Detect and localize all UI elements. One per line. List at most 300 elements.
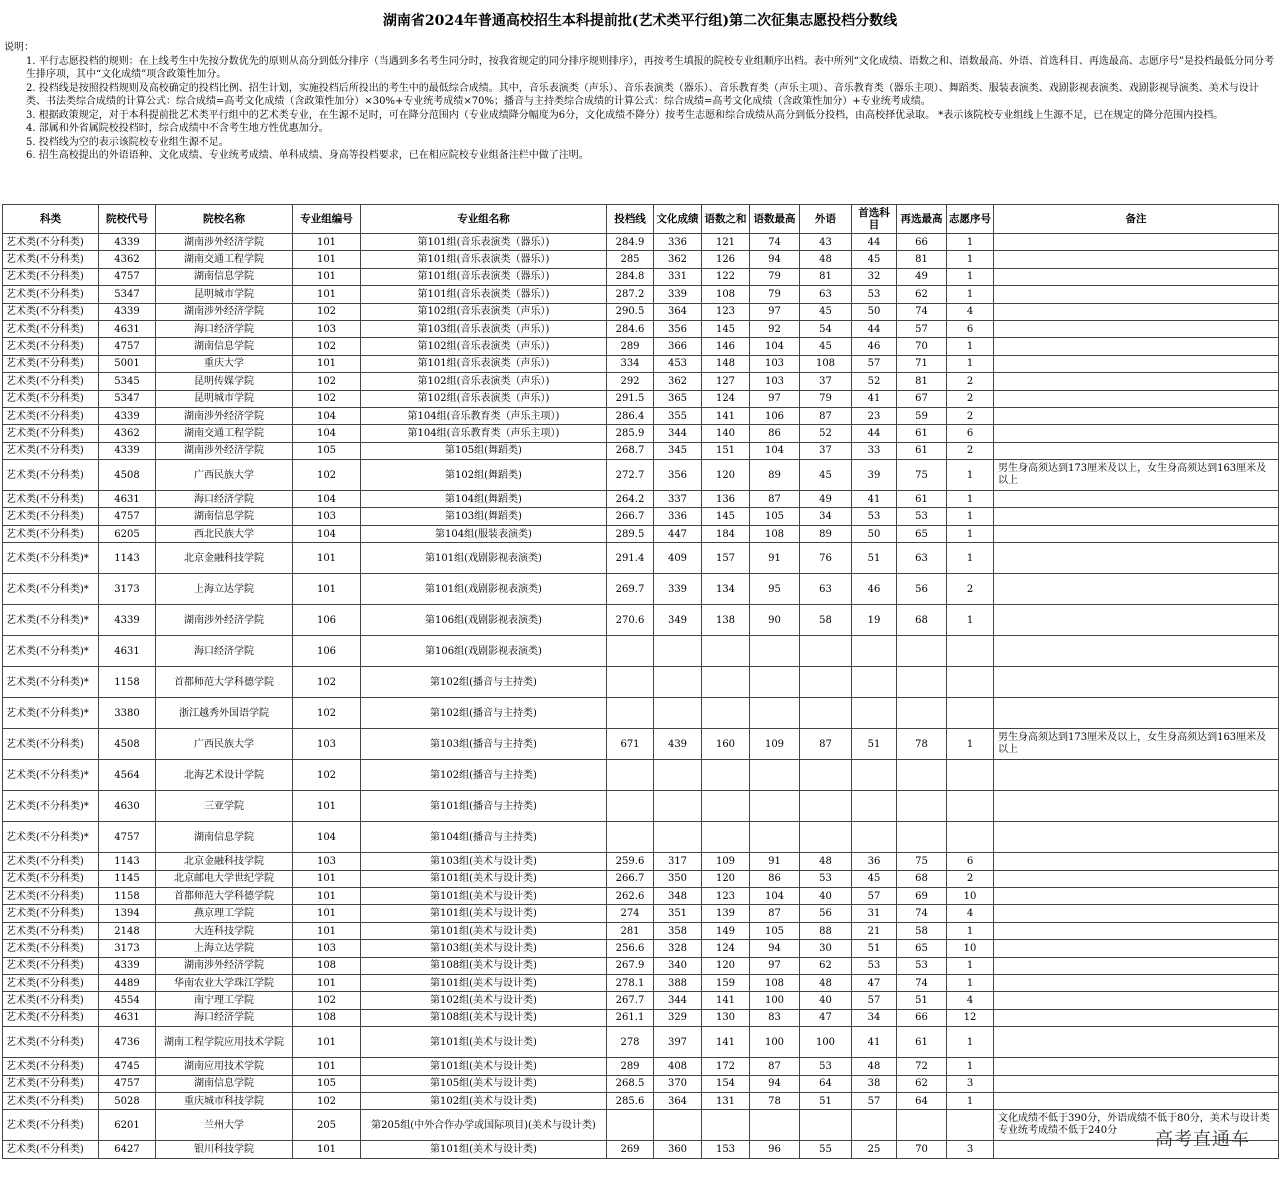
- column-header: 首选科目: [852, 205, 897, 234]
- table-cell: 45: [800, 303, 852, 320]
- table-cell: 艺术类(不分科类): [3, 491, 99, 508]
- table-cell: 151: [702, 442, 750, 459]
- table-cell: 艺术类(不分科类): [3, 974, 99, 991]
- table-cell: 50: [852, 525, 897, 542]
- table-cell: 1394: [99, 905, 156, 922]
- table-cell: 1: [947, 234, 994, 251]
- table-cell: 53: [800, 870, 852, 887]
- notes-section: [4, 41, 1276, 163]
- table-cell: 108: [800, 355, 852, 372]
- table-cell: 134: [702, 574, 750, 605]
- table-row: [3, 525, 1279, 542]
- table-cell: 2: [947, 407, 994, 424]
- table-cell: 270.6: [607, 605, 654, 636]
- table-cell: 湖南涉外经济学院: [156, 957, 293, 974]
- table-cell: 6427: [99, 1141, 156, 1158]
- table-cell: 105: [750, 508, 800, 525]
- table-cell: 艺术类(不分科类): [3, 888, 99, 905]
- table-cell: 100: [800, 1027, 852, 1058]
- table-cell: [994, 373, 1279, 390]
- table-cell: 41: [852, 390, 897, 407]
- table-cell: [994, 320, 1279, 337]
- table-cell: 第102组(音乐表演类（声乐）): [361, 373, 607, 390]
- table-cell: 5347: [99, 286, 156, 303]
- table-cell: 4339: [99, 605, 156, 636]
- table-cell: 4554: [99, 992, 156, 1009]
- table-cell: [852, 698, 897, 729]
- table-cell: 102: [293, 698, 361, 729]
- table-cell: 4757: [99, 268, 156, 285]
- column-header: 再选最高: [897, 205, 947, 234]
- table-cell: 123: [702, 888, 750, 905]
- table-cell: 355: [654, 407, 702, 424]
- table-cell: 第105组(美术与设计类): [361, 1075, 607, 1092]
- table-cell: 艺术类(不分科类)*: [3, 791, 99, 822]
- table-cell: [607, 698, 654, 729]
- table-cell: 44: [852, 320, 897, 337]
- table-cell: 101: [293, 905, 361, 922]
- table-cell: 1: [947, 543, 994, 574]
- table-cell: 284.6: [607, 320, 654, 337]
- table-cell: 364: [654, 1092, 702, 1109]
- table-cell: [994, 974, 1279, 991]
- table-cell: 51: [852, 543, 897, 574]
- table-row: [3, 251, 1279, 268]
- table-cell: [897, 667, 947, 698]
- table-cell: [800, 1110, 852, 1141]
- table-cell: 4508: [99, 460, 156, 491]
- table-cell: 78: [750, 1092, 800, 1109]
- table-cell: 38: [852, 1075, 897, 1092]
- table-row: [3, 760, 1279, 791]
- table-cell: 6: [947, 320, 994, 337]
- table-cell: 45: [852, 870, 897, 887]
- table-cell: 62: [800, 957, 852, 974]
- table-cell: 37: [800, 373, 852, 390]
- table-cell: 87: [750, 1058, 800, 1075]
- table-cell: 106: [293, 636, 361, 667]
- table-cell: 141: [702, 407, 750, 424]
- table-cell: 278: [607, 1027, 654, 1058]
- table-cell: 1: [947, 974, 994, 991]
- column-header: 外语: [800, 205, 852, 234]
- table-cell: [654, 791, 702, 822]
- table-cell: 第104组(播音与主持类): [361, 822, 607, 853]
- table-cell: 101: [293, 791, 361, 822]
- table-cell: 74: [897, 974, 947, 991]
- watermark-text: 高考直通车: [1155, 1129, 1250, 1150]
- table-cell: 艺术类(不分科类): [3, 373, 99, 390]
- table-cell: 339: [654, 286, 702, 303]
- table-cell: 艺术类(不分科类): [3, 525, 99, 542]
- table-cell: 105: [293, 1075, 361, 1092]
- table-cell: 97: [750, 390, 800, 407]
- table-cell: 北京金融科技学院: [156, 543, 293, 574]
- table-cell: 262.6: [607, 888, 654, 905]
- table-cell: 91: [750, 853, 800, 870]
- note-item: 2. 投档线是按照投档规则及高校确定的投档比例、招生计划，实施投档后所投出的考生中的最低综合成绩。其中，音乐表演类（声乐）、音乐表演类（器乐）、音乐教育类（声乐主项）、音乐教育类（器乐主项）、舞蹈类、服装表演类、戏剧影视表演类、戏剧影视导演类、美术与设计类、书法类综合成绩的计算公式：综合成绩=高考文化成绩（含政策性加分）×30%+专业统考成绩×70%；播音与主持类综合成绩的计算公式：综合成绩=高考文化成绩（含政策性加分）+专业统考成绩。: [26, 82, 1259, 107]
- table-cell: 104: [293, 425, 361, 442]
- table-cell: 第101组(美术与设计类): [361, 870, 607, 887]
- table-cell: 337: [654, 491, 702, 508]
- table-cell: [852, 791, 897, 822]
- table-cell: 第104组(服装表演类): [361, 525, 607, 542]
- table-cell: 138: [702, 605, 750, 636]
- table-cell: 1: [947, 286, 994, 303]
- table-row: [3, 870, 1279, 887]
- table-cell: 湖南应用技术学院: [156, 1058, 293, 1075]
- table-cell: 83: [750, 1009, 800, 1026]
- table-cell: [607, 791, 654, 822]
- table-cell: 艺术类(不分科类): [3, 460, 99, 491]
- table-cell: 4564: [99, 760, 156, 791]
- table-cell: 4757: [99, 338, 156, 355]
- table-cell: [607, 1110, 654, 1141]
- table-cell: 104: [293, 407, 361, 424]
- table-cell: 266.7: [607, 508, 654, 525]
- table-cell: 259.6: [607, 853, 654, 870]
- table-cell: 艺术类(不分科类)*: [3, 543, 99, 574]
- table-cell: 101: [293, 1141, 361, 1158]
- table-cell: 108: [750, 974, 800, 991]
- table-cell: 华南农业大学珠江学院: [156, 974, 293, 991]
- table-cell: 艺术类(不分科类): [3, 957, 99, 974]
- table-cell: 285: [607, 251, 654, 268]
- table-cell: 61: [897, 1027, 947, 1058]
- table-cell: 53: [852, 508, 897, 525]
- table-row: [3, 1058, 1279, 1075]
- table-cell: 61: [897, 491, 947, 508]
- table-cell: 62: [897, 286, 947, 303]
- table-cell: 101: [293, 974, 361, 991]
- table-cell: [994, 1058, 1279, 1075]
- table-cell: 上海立达学院: [156, 940, 293, 957]
- table-cell: 4736: [99, 1027, 156, 1058]
- table-cell: [994, 605, 1279, 636]
- table-cell: [654, 1110, 702, 1141]
- table-cell: 146: [702, 338, 750, 355]
- table-cell: 75: [897, 460, 947, 491]
- table-cell: 1: [947, 1027, 994, 1058]
- table-cell: 109: [702, 853, 750, 870]
- table-cell: 4339: [99, 234, 156, 251]
- table-cell: 291.5: [607, 390, 654, 407]
- table-cell: [800, 791, 852, 822]
- table-cell: 71: [897, 355, 947, 372]
- table-cell: 87: [750, 491, 800, 508]
- table-cell: [994, 1075, 1279, 1092]
- table-cell: 海口经济学院: [156, 320, 293, 337]
- table-cell: 57: [852, 992, 897, 1009]
- table-cell: 34: [852, 1009, 897, 1026]
- table-row: [3, 1075, 1279, 1092]
- table-cell: 50: [852, 303, 897, 320]
- table-row: [3, 729, 1279, 760]
- table-row: [3, 491, 1279, 508]
- table-cell: 671: [607, 729, 654, 760]
- table-cell: 285.9: [607, 425, 654, 442]
- table-cell: 第108组(美术与设计类): [361, 957, 607, 974]
- table-cell: 46: [852, 574, 897, 605]
- table-cell: [994, 442, 1279, 459]
- table-cell: [994, 791, 1279, 822]
- table-cell: 79: [750, 286, 800, 303]
- table-row: [3, 992, 1279, 1009]
- notes-heading: 说明：: [4, 42, 34, 53]
- table-cell: 349: [654, 605, 702, 636]
- table-cell: [994, 822, 1279, 853]
- table-cell: 10: [947, 940, 994, 957]
- page-title: 湖南省2024年普通高校招生本科提前批(艺术类平行组)第二次征集志愿投档分数线: [382, 13, 898, 29]
- table-cell: 艺术类(不分科类)*: [3, 605, 99, 636]
- table-cell: [897, 1110, 947, 1141]
- table-cell: 56: [897, 574, 947, 605]
- table-cell: 59: [897, 407, 947, 424]
- table-cell: 2: [947, 870, 994, 887]
- table-cell: 63: [800, 574, 852, 605]
- table-cell: 103: [293, 320, 361, 337]
- table-cell: 284.8: [607, 268, 654, 285]
- table-cell: 274: [607, 905, 654, 922]
- table-cell: [994, 667, 1279, 698]
- table-cell: 北京金融科技学院: [156, 853, 293, 870]
- table-cell: 66: [897, 234, 947, 251]
- table-row: [3, 355, 1279, 372]
- table-cell: 356: [654, 460, 702, 491]
- table-cell: 74: [897, 905, 947, 922]
- table-cell: 95: [750, 574, 800, 605]
- table-cell: [994, 491, 1279, 508]
- table-cell: [947, 791, 994, 822]
- table-cell: 第101组(美术与设计类): [361, 1058, 607, 1075]
- table-cell: [947, 1110, 994, 1141]
- table-cell: 48: [800, 974, 852, 991]
- table-cell: 56: [800, 905, 852, 922]
- table-cell: 102: [293, 992, 361, 1009]
- table-cell: 106: [750, 407, 800, 424]
- table-cell: 1: [947, 525, 994, 542]
- table-cell: 61: [897, 425, 947, 442]
- table-cell: 艺术类(不分科类): [3, 1141, 99, 1158]
- table-body: [3, 234, 1279, 1159]
- table-row: [3, 667, 1279, 698]
- table-cell: 94: [750, 1075, 800, 1092]
- column-header: 院校代号: [99, 205, 156, 234]
- table-cell: 328: [654, 940, 702, 957]
- table-cell: 第101组(戏剧影视表演类): [361, 574, 607, 605]
- table-cell: 94: [750, 940, 800, 957]
- table-cell: 艺术类(不分科类): [3, 992, 99, 1009]
- table-row: [3, 1027, 1279, 1058]
- table-cell: 西北民族大学: [156, 525, 293, 542]
- table-cell: 艺术类(不分科类): [3, 1110, 99, 1141]
- table-cell: 70: [897, 1141, 947, 1158]
- table-cell: 104: [293, 491, 361, 508]
- table-cell: 45: [852, 251, 897, 268]
- table-cell: [702, 698, 750, 729]
- table-cell: 湖南信息学院: [156, 268, 293, 285]
- table-cell: 102: [293, 338, 361, 355]
- table-cell: 41: [852, 1027, 897, 1058]
- table-row: [3, 407, 1279, 424]
- table-cell: 艺术类(不分科类): [3, 234, 99, 251]
- table-cell: 艺术类(不分科类)*: [3, 822, 99, 853]
- table-cell: 153: [702, 1141, 750, 1158]
- table-cell: 25: [852, 1141, 897, 1158]
- table-cell: 104: [293, 525, 361, 542]
- table-cell: [750, 667, 800, 698]
- table-cell: 101: [293, 888, 361, 905]
- table-cell: 86: [750, 425, 800, 442]
- table-cell: 122: [702, 268, 750, 285]
- table-cell: 120: [702, 957, 750, 974]
- table-cell: 艺术类(不分科类): [3, 940, 99, 957]
- table-cell: 48: [800, 853, 852, 870]
- table-row: [3, 1009, 1279, 1026]
- table-row: [3, 508, 1279, 525]
- table-cell: 66: [897, 1009, 947, 1026]
- table-cell: 65: [897, 525, 947, 542]
- table-cell: 69: [897, 888, 947, 905]
- table-cell: 3173: [99, 940, 156, 957]
- table-cell: 艺术类(不分科类): [3, 320, 99, 337]
- table-cell: 360: [654, 1141, 702, 1158]
- table-cell: 102: [293, 303, 361, 320]
- table-cell: 6: [947, 425, 994, 442]
- table-cell: 348: [654, 888, 702, 905]
- table-cell: 19: [852, 605, 897, 636]
- table-cell: 艺术类(不分科类): [3, 303, 99, 320]
- table-cell: 102: [293, 373, 361, 390]
- table-cell: 366: [654, 338, 702, 355]
- table-cell: 104: [750, 888, 800, 905]
- table-cell: 湖南涉外经济学院: [156, 303, 293, 320]
- table-cell: 第106组(戏剧影视表演类): [361, 605, 607, 636]
- table-cell: 51: [800, 1092, 852, 1109]
- table-cell: 103: [750, 373, 800, 390]
- table-cell: 53: [852, 957, 897, 974]
- table-cell: 21: [852, 922, 897, 939]
- table-cell: 南宁理工学院: [156, 992, 293, 1009]
- table-cell: 30: [800, 940, 852, 957]
- table-cell: 102: [293, 1092, 361, 1109]
- table-cell: 3: [947, 1075, 994, 1092]
- table-cell: 1143: [99, 853, 156, 870]
- table-cell: 100: [750, 992, 800, 1009]
- table-cell: 1: [947, 491, 994, 508]
- table-cell: 重庆城市科技学院: [156, 1092, 293, 1109]
- table-cell: 92: [750, 320, 800, 337]
- table-cell: [994, 922, 1279, 939]
- table-row: [3, 286, 1279, 303]
- table-cell: 289: [607, 1058, 654, 1075]
- table-cell: 51: [852, 940, 897, 957]
- table-cell: 120: [702, 460, 750, 491]
- table-cell: 140: [702, 425, 750, 442]
- table-cell: 艺术类(不分科类): [3, 338, 99, 355]
- table-cell: 第101组(美术与设计类): [361, 1027, 607, 1058]
- table-cell: 1: [947, 957, 994, 974]
- table-cell: [750, 791, 800, 822]
- table-cell: 广西民族大学: [156, 729, 293, 760]
- table-cell: [897, 760, 947, 791]
- table-cell: 121: [702, 234, 750, 251]
- table-row: [3, 303, 1279, 320]
- table-row: [3, 922, 1279, 939]
- table-cell: 350: [654, 870, 702, 887]
- table-cell: 艺术类(不分科类): [3, 355, 99, 372]
- table-cell: 2: [947, 390, 994, 407]
- table-cell: 68: [897, 605, 947, 636]
- table-row: [3, 1110, 1279, 1141]
- table-cell: 101: [293, 870, 361, 887]
- table-cell: 101: [293, 251, 361, 268]
- column-header: 备注: [994, 205, 1279, 234]
- table-cell: 1: [947, 605, 994, 636]
- table-cell: 49: [800, 491, 852, 508]
- table-cell: 第102组(美术与设计类): [361, 992, 607, 1009]
- table-cell: 重庆大学: [156, 355, 293, 372]
- table-cell: 4631: [99, 636, 156, 667]
- table-cell: 艺术类(不分科类)*: [3, 667, 99, 698]
- table-cell: [607, 760, 654, 791]
- table-cell: 397: [654, 1027, 702, 1058]
- table-cell: 74: [897, 303, 947, 320]
- table-cell: 63: [800, 286, 852, 303]
- table-cell: 47: [800, 1009, 852, 1026]
- table-cell: 6205: [99, 525, 156, 542]
- table-cell: 281: [607, 922, 654, 939]
- table-cell: 10: [947, 888, 994, 905]
- table-cell: 261.1: [607, 1009, 654, 1026]
- column-header: 语数之和: [702, 205, 750, 234]
- table-cell: 289.5: [607, 525, 654, 542]
- table-cell: 72: [897, 1058, 947, 1075]
- table-cell: 第106组(戏剧影视表演类): [361, 636, 607, 667]
- table-cell: 101: [293, 1058, 361, 1075]
- note-item: 1. 平行志愿投档的规则：在上线考生中先按分数优先的原则从高分到低分排序（当遇到多名考生同分时，按我省规定的同分排序规则排序），再按考生填报的院校专业组顺序出档。表中所列“文化成绩、语数之和、语数最高、外语、首选科目、再选最高、志愿序号”是投档最低分同分考生排序项，其中“文化成绩”项含政策性加分。: [26, 55, 1274, 80]
- table-cell: 358: [654, 922, 702, 939]
- table-cell: 86: [750, 870, 800, 887]
- table-cell: 148: [702, 355, 750, 372]
- table-cell: 45: [800, 338, 852, 355]
- table-cell: 96: [750, 1141, 800, 1158]
- table-cell: [654, 636, 702, 667]
- table-cell: 344: [654, 992, 702, 1009]
- table-cell: [994, 1027, 1279, 1058]
- table-row: [3, 940, 1279, 957]
- table-cell: 4508: [99, 729, 156, 760]
- table-cell: 126: [702, 251, 750, 268]
- table-cell: 344: [654, 425, 702, 442]
- table-cell: 58: [800, 605, 852, 636]
- table-cell: 101: [293, 234, 361, 251]
- table-cell: 154: [702, 1075, 750, 1092]
- table-cell: 52: [852, 373, 897, 390]
- table-cell: 首都师范大学科德学院: [156, 667, 293, 698]
- table-cell: [994, 698, 1279, 729]
- table-cell: 67: [897, 390, 947, 407]
- table-cell: 第101组(音乐表演类（声乐）): [361, 355, 607, 372]
- table-cell: 37: [800, 442, 852, 459]
- table-cell: 127: [702, 373, 750, 390]
- table-cell: 57: [852, 888, 897, 905]
- table-cell: 4339: [99, 407, 156, 424]
- table-cell: 108: [750, 525, 800, 542]
- table-cell: [702, 1110, 750, 1141]
- table-cell: 365: [654, 390, 702, 407]
- table-cell: 39: [852, 460, 897, 491]
